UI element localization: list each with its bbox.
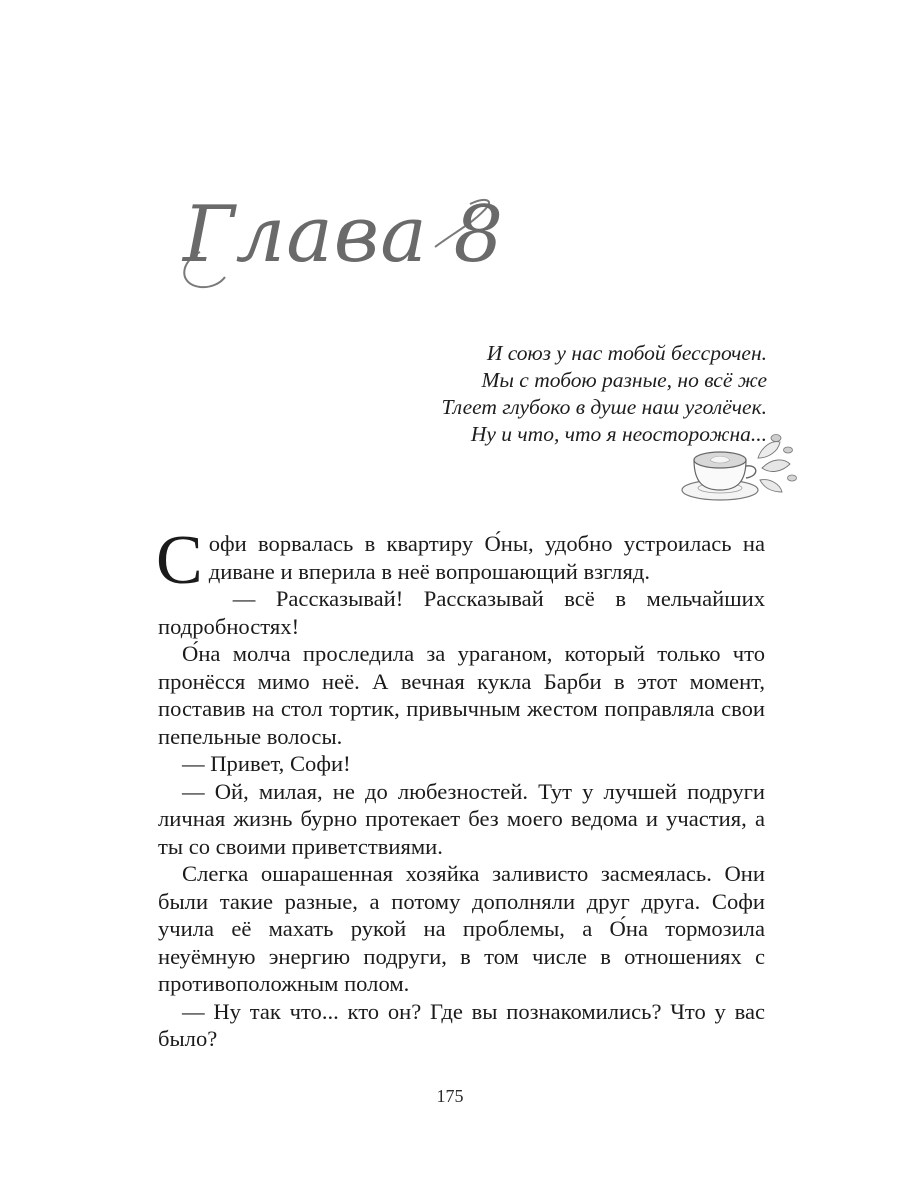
paragraph: — Ну так что... кто он? Где вы познакомились? Что у вас было? — [158, 998, 765, 1051]
epigraph-line: Мы с тобою разные, но всё же — [481, 368, 767, 392]
epigraph-line: Тлеет глубоко в душе наш уголёчек. — [441, 395, 767, 419]
paragraph-text: офи ворвалась в квартиру О́ны, удобно устроилась на диване и вперила в неё вопрошающий взгляд. — [208, 531, 765, 584]
paragraph: — Рассказывай! Рассказывай всё в мельчайших подробностях! — [158, 586, 765, 639]
chapter-title: Глава 8 — [183, 190, 505, 280]
paragraph: — Ой, милая, не до любезностей. Тут у лучшей подруги личная жизнь бурно протекает без моего ведома и участия, а ты со своими приветствиями. — [158, 778, 765, 859]
drop-cap: С — [156, 522, 203, 599]
paragraph — [156, 522, 765, 599]
paragraph: — Привет, Софи! — [182, 751, 351, 776]
epigraph-line: И союз у нас тобой бессрочен. — [486, 341, 767, 365]
paragraph: Слегка ошарашенная хозяйка заливисто засмеялась. Они были такие разные, а потому дополняли друг друга. Софи учила её махать рукой на проблемы, а О́на тормозила неуёмную энергию подруги, в том числе в отношениях с противоположным полом. — [158, 861, 765, 996]
paragraph: О́на молча проследила за ураганом, который только что пронёсся мимо неё. А вечная кукла Барби в этот момент, поставив на стол тортик, привычным жестом поправляла свои пепельные волосы. — [158, 641, 765, 749]
chapter-body — [156, 522, 765, 1053]
epigraph-line: Ну и что, что я неосторожна... — [470, 422, 767, 446]
coffee-cup-icon — [680, 428, 800, 508]
page-number: 175 — [436, 1086, 464, 1106]
